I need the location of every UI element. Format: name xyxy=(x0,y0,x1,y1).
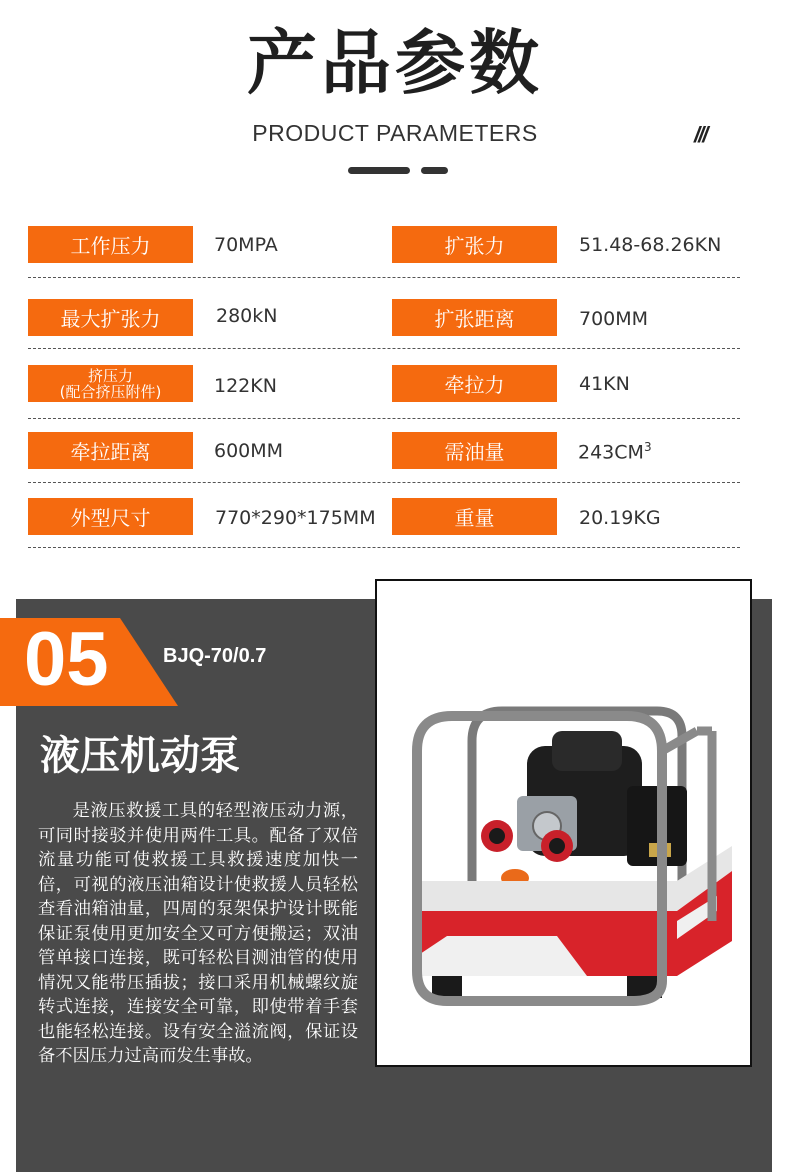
param-value-pulling-force: 41KN xyxy=(579,373,630,395)
product-model: BJQ-70/0.7 xyxy=(163,645,267,667)
param-label-dimensions: 外型尺寸 xyxy=(28,498,193,535)
hydraulic-pump-illustration xyxy=(377,581,750,1065)
oil-value-superscript: 3 xyxy=(643,440,652,454)
param-value-oil-required xyxy=(578,440,652,463)
title-underline-short xyxy=(421,167,448,174)
param-label-spreading-distance: 扩张距离 xyxy=(392,299,557,336)
param-label-weight: 重量 xyxy=(392,498,557,535)
row-divider xyxy=(28,547,740,548)
param-label-pulling-distance: 牵拉距离 xyxy=(28,432,193,469)
product-photo xyxy=(375,579,752,1067)
row-divider xyxy=(28,348,740,349)
param-label-max-spreading-force: 最大扩张力 xyxy=(28,299,193,336)
param-label-crushing-force xyxy=(28,365,193,402)
param-value-weight: 20.19KG xyxy=(579,507,661,529)
row-divider xyxy=(28,277,740,278)
param-label-oil-required: 需油量 xyxy=(392,432,557,469)
param-value-pulling-distance: 600MM xyxy=(214,440,284,462)
param-value-spreading-distance: 700MM xyxy=(579,308,649,330)
slash-decoration: /// xyxy=(694,122,707,147)
param-label-line1: 挤压力 xyxy=(87,366,133,385)
row-divider xyxy=(28,418,740,419)
product-number: 05 xyxy=(24,617,109,702)
product-description: 是液压救援工具的轻型液压动力源，可同时接驳并使用两件工具。配备了双倍流量功能可使救援工具救援速度加快一倍，可视的液压油箱设计使救援人员轻松查看油箱油量，四周的泵架保护设计既能保证泵使用更加安全又可方便搬运；双油管单接口连接，既可轻松目测油管的使用情况又能带压插拔；接口采用机械螺纹旋转式连接，连接安全可靠，即使带着手套也能轻松连接。设有安全溢流阀，保证设备不因压力过高而发生事故。 xyxy=(38,801,358,1066)
product-name: 液压机动泵 xyxy=(40,733,240,779)
param-value-dimensions: 770*290*175MM xyxy=(215,507,376,529)
param-label-spreading-force: 扩张力 xyxy=(392,226,557,263)
param-label-line2: (配合挤压附件) xyxy=(59,382,162,401)
param-value-max-spreading-force: 280kN xyxy=(216,305,278,327)
param-value-crushing-force: 122KN xyxy=(214,375,277,397)
row-divider xyxy=(28,482,740,483)
param-label-pulling-force: 牵拉力 xyxy=(392,365,557,402)
param-value-working-pressure: 70MPA xyxy=(214,234,278,256)
page-title: 产品参数 xyxy=(247,22,543,104)
title-underline-long xyxy=(348,167,410,174)
oil-value-text: 243CM xyxy=(578,441,644,464)
page-subtitle: PRODUCT PARAMETERS xyxy=(252,120,538,146)
param-value-spreading-force: 51.48-68.26KN xyxy=(579,234,722,256)
param-label-working-pressure: 工作压力 xyxy=(28,226,193,263)
